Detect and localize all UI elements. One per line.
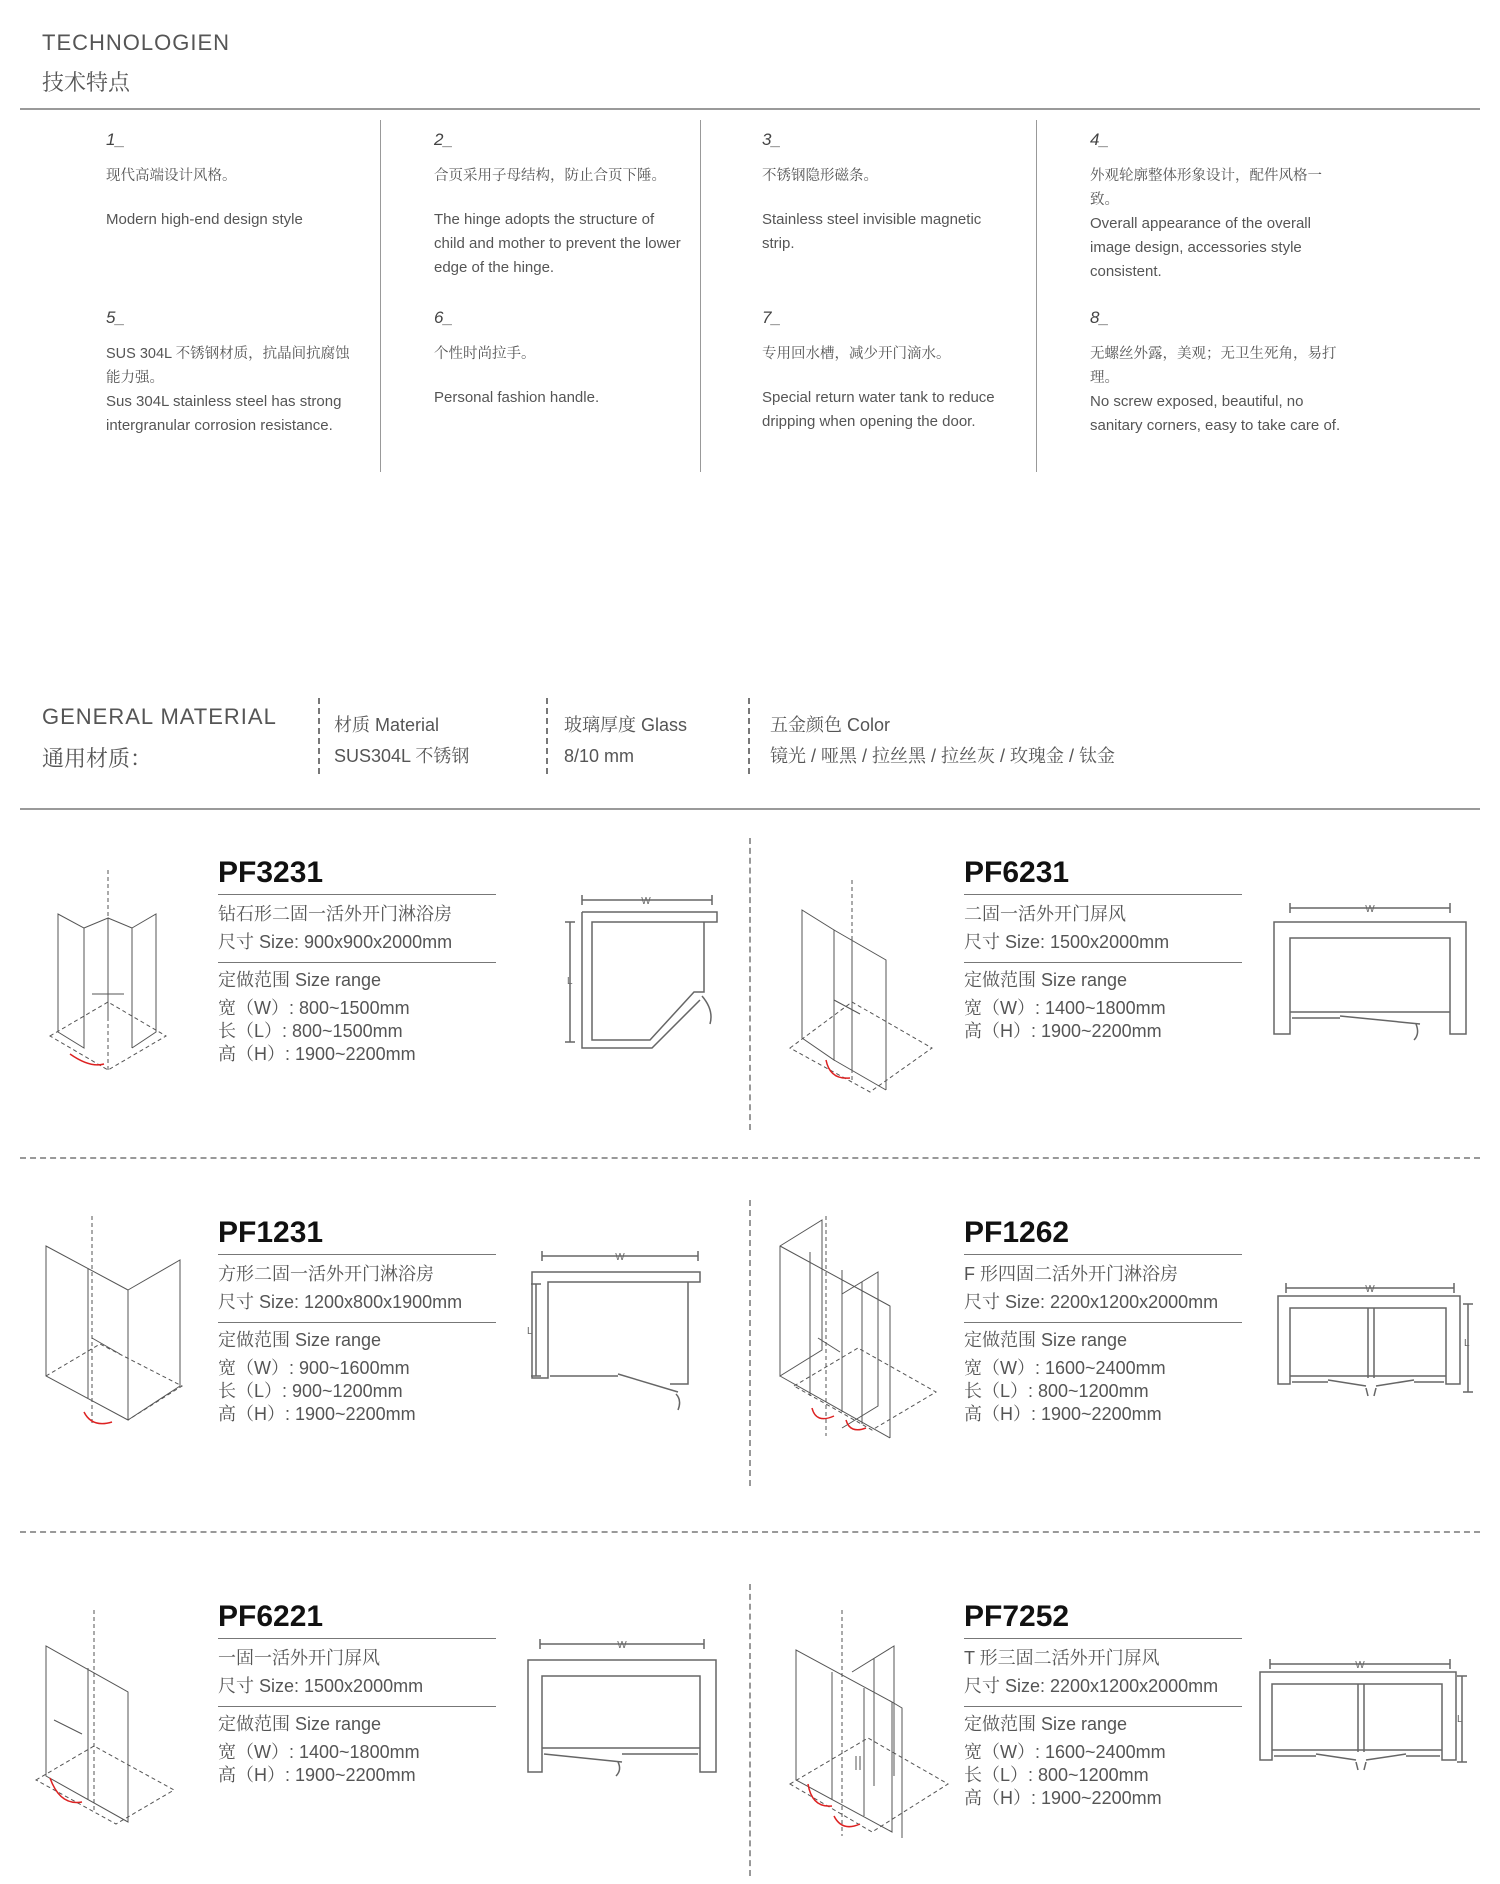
plan-length-label: L — [1464, 1338, 1470, 1349]
feature-item — [434, 130, 684, 280]
feature-text-en: Modern high-end design style — [106, 211, 303, 228]
feature-text-en: Overall appearance of the overall image design, accessories style consistent. — [1090, 215, 1311, 280]
pf7252-plan-drawing — [1256, 1656, 1466, 1776]
plan-width-label: W — [1365, 904, 1375, 915]
pf3231-plan-drawing — [562, 892, 722, 1052]
range-height: 高（H）: 1900~2200mm — [218, 1765, 416, 1785]
feature-text-en: Personal fashion handle. — [434, 389, 600, 406]
plan-width-label: W — [1355, 1660, 1365, 1671]
product-model: PF1262 — [964, 1216, 1070, 1249]
range-width: 宽（W）: 900~1600mm — [218, 1358, 410, 1378]
range-height: 高（H）: 1900~2200mm — [964, 1788, 1162, 1808]
feature-number: 8_ — [1090, 308, 1109, 327]
feature-text-cn: SUS 304L 不锈钢材质，抗晶间抗腐蚀能力强。 — [106, 346, 350, 386]
pf6221-plan-drawing — [524, 1636, 724, 1776]
product-row-divider — [20, 1531, 1480, 1533]
feature-item — [106, 308, 361, 438]
feature-number: 1_ — [106, 130, 125, 149]
material-column-material — [334, 710, 469, 772]
range-width: 宽（W）: 1600~2400mm — [964, 1358, 1166, 1378]
size-underline — [964, 1322, 1242, 1323]
feature-number: 6_ — [434, 308, 453, 327]
tech-title-cn: 技术特点 — [42, 70, 131, 95]
color-value: 镜光 / 哑黑 / 拉丝黑 / 拉丝灰 / 玫瑰金 / 钛金 — [770, 746, 1116, 766]
plan-length-label: L — [567, 976, 573, 987]
material-column-color — [770, 710, 1115, 772]
size-underline — [218, 1706, 496, 1707]
pf6231-isometric-drawing — [790, 880, 940, 1090]
plan-width-label: W — [641, 896, 651, 907]
product-model: PF1231 — [218, 1216, 324, 1249]
range-length: 长（L）: 800~1500mm — [218, 1021, 403, 1041]
title-underline — [218, 894, 496, 895]
feature-item — [1090, 308, 1345, 438]
feature-column-divider — [1036, 120, 1037, 472]
title-underline — [218, 1638, 496, 1639]
feature-text-en: The hinge adopts the structure of child and mother to prevent the lower edge of the hinge. — [434, 211, 681, 276]
range-height: 高（H）: 1900~2200mm — [218, 1404, 416, 1424]
range-height: 高（H）: 1900~2200mm — [964, 1404, 1162, 1424]
product-size: 尺寸 Size: 900x900x2000mm — [218, 932, 453, 952]
feature-column-divider — [380, 120, 381, 472]
range-width: 宽（W）: 800~1500mm — [218, 998, 410, 1018]
size-underline — [218, 962, 496, 963]
pf1231-isometric-drawing — [40, 1216, 190, 1436]
pf3231-isometric-drawing — [40, 870, 190, 1080]
size-range-title: 定做范围 Size range — [218, 970, 382, 990]
plan-length-label: L — [527, 1326, 533, 1337]
tech-title-en: TECHNOLOGIEN — [42, 30, 231, 55]
product-name: 二固一活外开门屏风 — [964, 904, 1126, 924]
range-length: 长（L）: 800~1200mm — [964, 1381, 1149, 1401]
material-separator — [748, 698, 750, 774]
feature-text-cn: 不锈钢隐形磁条。 — [762, 168, 878, 184]
plan-width-label: W — [1365, 1284, 1375, 1295]
feature-text-cn: 无螺丝外露，美观；无卫生死角，易打理。 — [1090, 346, 1337, 386]
size-range-title: 定做范围 Size range — [218, 1714, 382, 1734]
feature-number: 2_ — [434, 130, 453, 149]
material-label: 材质 Material — [334, 715, 440, 735]
product-name: T 形三固二活外开门屏风 — [964, 1648, 1160, 1668]
feature-text-en: Special return water tank to reduce dripping when opening the door. — [762, 389, 995, 430]
feature-text-cn: 个性时尚拉手。 — [434, 346, 536, 362]
plan-width-label: W — [617, 1640, 627, 1651]
material-title-cn: 通用材质： — [42, 746, 153, 771]
product-model: PF7252 — [964, 1600, 1070, 1633]
pf7252-isometric-drawing — [790, 1610, 950, 1840]
range-width: 宽（W）: 1400~1800mm — [218, 1742, 420, 1762]
product-name: 方形二固一活外开门淋浴房 — [218, 1264, 434, 1284]
tech-divider — [20, 108, 1480, 110]
glass-value: 8/10 mm — [564, 746, 635, 766]
pf6221-isometric-drawing — [36, 1610, 186, 1820]
title-underline — [964, 1254, 1242, 1255]
pf1262-isometric-drawing — [780, 1216, 940, 1446]
feature-text-cn: 合页采用子母结构，防止合页下陲。 — [434, 168, 666, 184]
product-size: 尺寸 Size: 1500x2000mm — [964, 932, 1170, 952]
glass-label: 玻璃厚度 Glass — [564, 715, 688, 735]
feature-text-en: Sus 304L stainless steel has strong intergranular corrosion resistance. — [106, 393, 342, 434]
size-underline — [218, 1322, 496, 1323]
title-underline — [964, 1638, 1242, 1639]
color-label: 五金颜色 Color — [770, 715, 891, 735]
product-model: PF6221 — [218, 1600, 324, 1633]
feature-item — [762, 308, 1017, 434]
material-separator — [546, 698, 548, 774]
title-underline — [218, 1254, 496, 1255]
product-row-divider — [20, 1157, 1480, 1159]
feature-column-divider — [700, 120, 701, 472]
title-underline — [964, 894, 1242, 895]
feature-item — [106, 130, 356, 232]
product-size: 尺寸 Size: 1500x2000mm — [218, 1676, 424, 1696]
feature-item — [1090, 130, 1345, 284]
plan-length-label: L — [1457, 1714, 1463, 1725]
product-name: 一固一活外开门屏风 — [218, 1648, 380, 1668]
material-divider — [20, 808, 1480, 810]
size-range-title: 定做范围 Size range — [964, 1714, 1128, 1734]
range-length: 长（L）: 900~1200mm — [218, 1381, 403, 1401]
range-width: 宽（W）: 1400~1800mm — [964, 998, 1166, 1018]
product-size: 尺寸 Size: 2200x1200x2000mm — [964, 1292, 1219, 1312]
feature-text-en: No screw exposed, beautiful, no sanitary corners, easy to take care of. — [1090, 393, 1341, 434]
product-size: 尺寸 Size: 2200x1200x2000mm — [964, 1676, 1219, 1696]
range-length: 长（L）: 800~1200mm — [964, 1765, 1149, 1785]
size-range-title: 定做范围 Size range — [964, 970, 1128, 990]
product-model: PF3231 — [218, 856, 324, 889]
feature-text-cn: 现代高端设计风格。 — [106, 168, 237, 184]
plan-width-label: W — [615, 1252, 625, 1263]
size-range-title: 定做范围 Size range — [964, 1330, 1128, 1350]
size-underline — [964, 1706, 1242, 1707]
pf1262-plan-drawing — [1274, 1280, 1474, 1400]
feature-number: 7_ — [762, 308, 781, 327]
product-name: 钻石形二固一活外开门淋浴房 — [218, 904, 452, 924]
product-model: PF6231 — [964, 856, 1070, 889]
pf6231-plan-drawing — [1270, 900, 1470, 1040]
range-width: 宽（W）: 1600~2400mm — [964, 1742, 1166, 1762]
product-name: F 形四固二活外开门淋浴房 — [964, 1264, 1178, 1284]
feature-text-cn: 外观轮廓整体形象设计，配件风格一致。 — [1090, 168, 1322, 208]
material-title-en: GENERAL MATERIAL — [42, 704, 277, 729]
range-height: 高（H）: 1900~2200mm — [964, 1021, 1162, 1041]
size-underline — [964, 962, 1242, 963]
feature-text-en: Stainless steel invisible magnetic strip. — [762, 211, 982, 252]
material-column-glass — [564, 710, 687, 772]
feature-text-cn: 专用回水槽，减少开门滴水。 — [762, 346, 951, 362]
feature-number: 3_ — [762, 130, 781, 149]
material-value: SUS304L 不锈钢 — [334, 746, 470, 766]
feature-item — [434, 308, 684, 410]
range-height: 高（H）: 1900~2200mm — [218, 1044, 416, 1064]
feature-number: 5_ — [106, 308, 125, 327]
product-size: 尺寸 Size: 1200x800x1900mm — [218, 1292, 463, 1312]
material-separator — [318, 698, 320, 774]
size-range-title: 定做范围 Size range — [218, 1330, 382, 1350]
pf1231-plan-drawing — [528, 1248, 708, 1408]
feature-item — [762, 130, 1017, 256]
feature-number: 4_ — [1090, 130, 1109, 149]
